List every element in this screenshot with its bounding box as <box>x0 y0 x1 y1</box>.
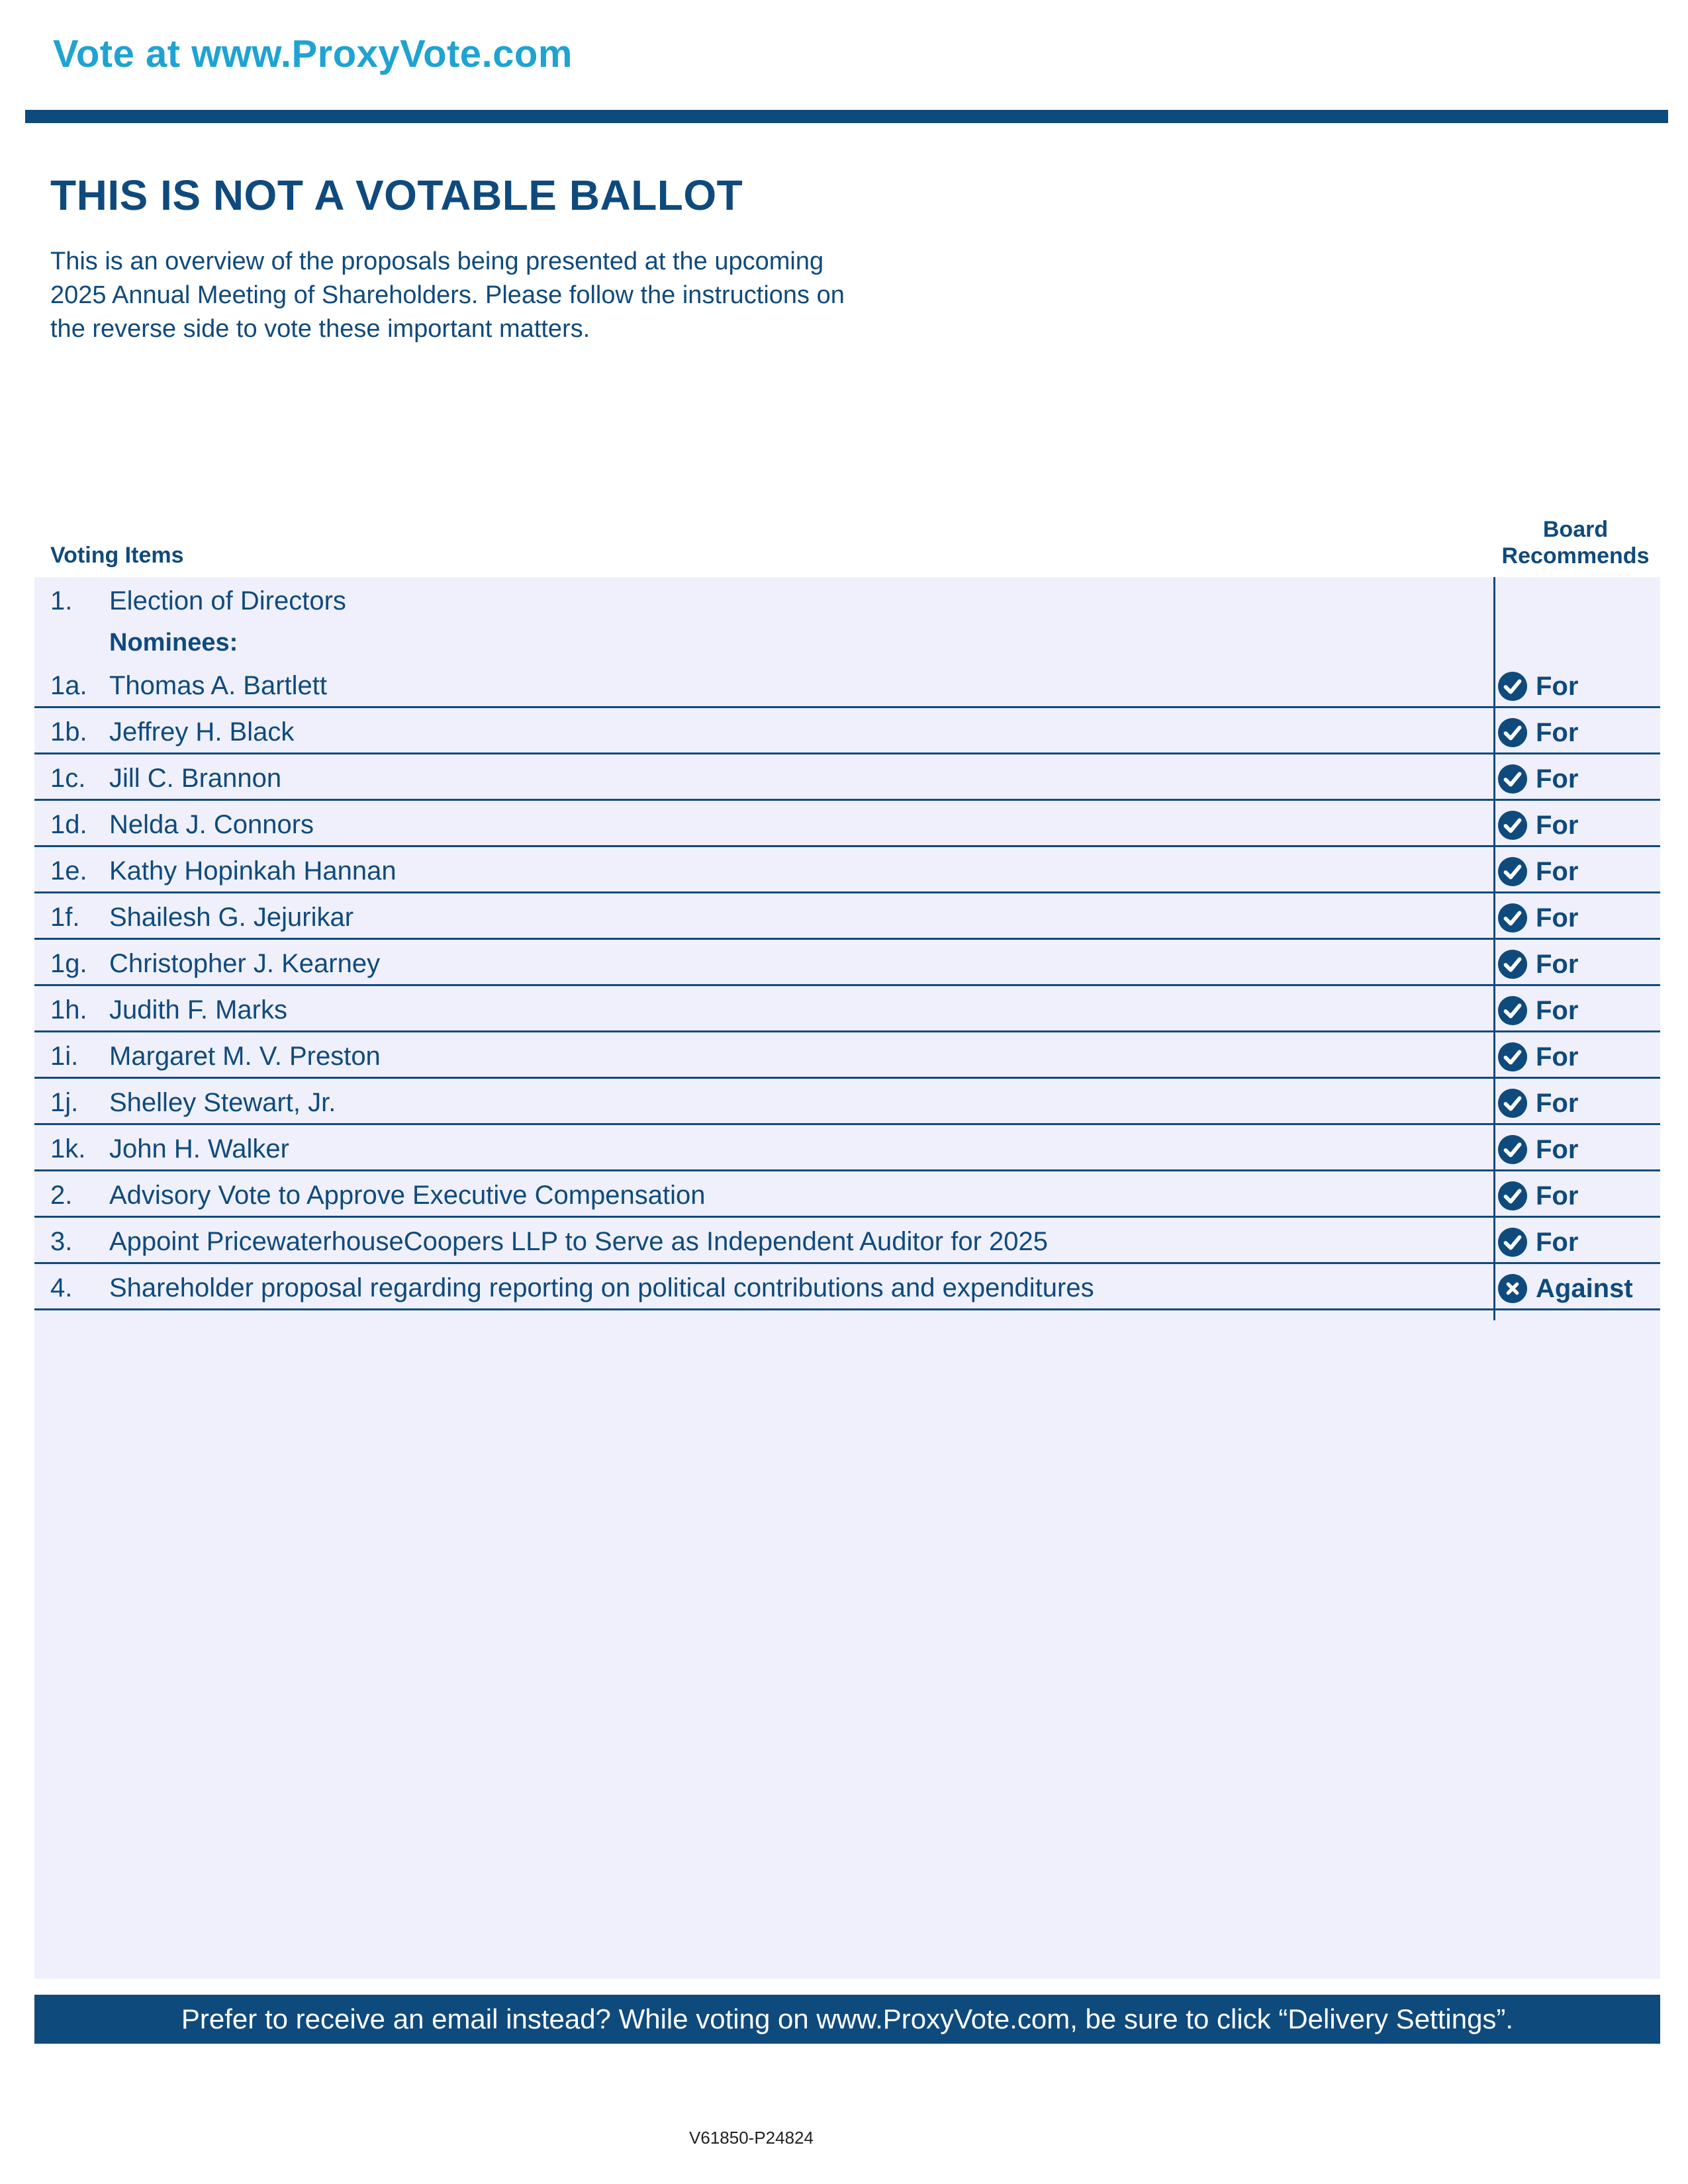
check-circle-icon <box>1497 764 1528 794</box>
check-circle-icon <box>1497 995 1528 1026</box>
item-label: Appoint PricewaterhouseCoopers LLP to Serve as Independent Auditor for 2025 <box>109 1227 1048 1256</box>
item-label: Election of Directors <box>109 586 346 615</box>
board-recommendation <box>1497 901 1578 934</box>
item-number: 1a. <box>50 671 87 700</box>
recommendation-text: For <box>1536 764 1579 794</box>
item-number: 1f. <box>50 903 80 932</box>
item-label: John H. Walker <box>109 1134 289 1163</box>
voting-item-row <box>34 1125 1660 1171</box>
board-recommendation <box>1497 1179 1578 1212</box>
recommendation-text: For <box>1536 1227 1579 1257</box>
board-recommendation <box>1497 1272 1633 1305</box>
board-header-line2: Recommends <box>1501 543 1650 569</box>
board-header-line1: Board <box>1542 517 1609 542</box>
voting-items-list <box>34 577 1660 1310</box>
item-number: 1g. <box>50 949 87 978</box>
item-label: Thomas A. Bartlett <box>109 671 328 700</box>
voting-item-row <box>34 801 1660 847</box>
page-title: THIS IS NOT A VOTABLE BALLOT <box>50 171 743 219</box>
item-number: 2. <box>50 1181 73 1210</box>
document-code: V61850-P24824 <box>689 2128 814 2148</box>
voting-item-row <box>34 1264 1660 1310</box>
check-circle-icon <box>1497 1088 1528 1118</box>
delivery-settings-banner: Prefer to receive an email instead? While voting on www.ProxyVote.com, be sure to click “Delivery Settings”. <box>34 1995 1660 2044</box>
item-number: 1b. <box>50 717 87 747</box>
recommendation-text: For <box>1536 1134 1579 1164</box>
item-number: 4. <box>50 1273 73 1302</box>
item-label: Nelda J. Connors <box>109 810 314 839</box>
item-label: Christopher J. Kearney <box>109 949 381 978</box>
item-number: 1c. <box>50 764 86 793</box>
item-number: 1e. <box>50 856 87 886</box>
item-number: 3. <box>50 1227 73 1256</box>
voting-item-row <box>34 1171 1660 1218</box>
item-label: Kathy Hopinkah Hannan <box>109 856 397 886</box>
check-circle-icon <box>1497 810 1528 841</box>
check-circle-icon <box>1497 903 1528 933</box>
check-circle-icon <box>1497 856 1528 887</box>
recommendation-text: For <box>1536 903 1579 933</box>
check-circle-icon <box>1497 717 1528 748</box>
board-recommends-header <box>1483 516 1668 569</box>
nominees-label: Nominees: <box>109 629 238 657</box>
recommendation-text: For <box>1536 717 1579 747</box>
check-circle-icon <box>1497 949 1528 979</box>
item-label: Margaret M. V. Preston <box>109 1042 381 1071</box>
board-recommendation <box>1497 994 1578 1027</box>
item-number: 1i. <box>50 1042 79 1071</box>
check-circle-icon <box>1497 1227 1528 1257</box>
recommendation-text: For <box>1536 949 1579 979</box>
recommendation-text: Against <box>1536 1273 1633 1303</box>
voting-item-row <box>34 986 1660 1032</box>
top-rule <box>25 110 1668 123</box>
check-circle-icon <box>1497 1134 1528 1165</box>
proxyvote-header-link[interactable]: Vote at www.ProxyVote.com <box>53 32 573 75</box>
recommendation-text: For <box>1536 671 1579 701</box>
board-recommendation <box>1497 855 1578 888</box>
board-recommendation <box>1497 716 1578 749</box>
item-label: Advisory Vote to Approve Executive Compensation <box>109 1181 706 1210</box>
board-recommendation <box>1497 1040 1578 1073</box>
voting-item-row <box>34 1032 1660 1079</box>
item-label: Shailesh G. Jejurikar <box>109 903 354 932</box>
recommendation-text: For <box>1536 810 1579 840</box>
item-label: Jeffrey H. Black <box>109 717 295 747</box>
item-label: Jill C. Brannon <box>109 764 282 793</box>
board-recommendation <box>1497 809 1578 842</box>
check-circle-icon <box>1497 1042 1528 1072</box>
board-recommendation <box>1497 948 1578 981</box>
voting-item-row <box>34 708 1660 754</box>
item-label: Judith F. Marks <box>109 995 287 1024</box>
board-recommendation <box>1497 1226 1578 1259</box>
recommendation-text: For <box>1536 1088 1579 1118</box>
recommendation-text: For <box>1536 856 1579 886</box>
voting-item-row <box>34 893 1660 940</box>
voting-item-row <box>34 619 1660 662</box>
check-circle-icon <box>1497 671 1528 702</box>
voting-item-row <box>34 754 1660 801</box>
board-recommendation <box>1497 1133 1578 1166</box>
item-label: Shareholder proposal regarding reporting on political contributions and expenditures <box>109 1273 1094 1302</box>
voting-item-row <box>34 1079 1660 1125</box>
item-number: 1h. <box>50 995 87 1024</box>
check-circle-icon <box>1497 1181 1528 1211</box>
item-number: 1. <box>50 586 73 615</box>
voting-item-row <box>34 662 1660 708</box>
board-recommendation <box>1497 1087 1578 1120</box>
recommendation-text: For <box>1536 1042 1579 1071</box>
voting-items-header: Voting Items <box>50 543 184 568</box>
item-label: Shelley Stewart, Jr. <box>109 1088 336 1117</box>
voting-item-row <box>34 940 1660 986</box>
item-number: 1k. <box>50 1134 86 1163</box>
item-number: 1d. <box>50 810 87 839</box>
item-number: 1j. <box>50 1088 79 1117</box>
voting-item-row <box>34 1218 1660 1264</box>
recommendation-text: For <box>1536 1181 1579 1210</box>
x-circle-icon <box>1497 1273 1528 1304</box>
intro-paragraph: This is an overview of the proposals being presented at the upcoming 2025 Annual Meeting of Shareholders. Please follow the instructions on the reverse side to vote these important matters. <box>50 248 845 343</box>
voting-item-row <box>34 577 1660 619</box>
recommendation-text: For <box>1536 995 1579 1025</box>
board-recommendation <box>1497 762 1578 796</box>
board-recommendation <box>1497 670 1578 703</box>
voting-item-row <box>34 847 1660 893</box>
